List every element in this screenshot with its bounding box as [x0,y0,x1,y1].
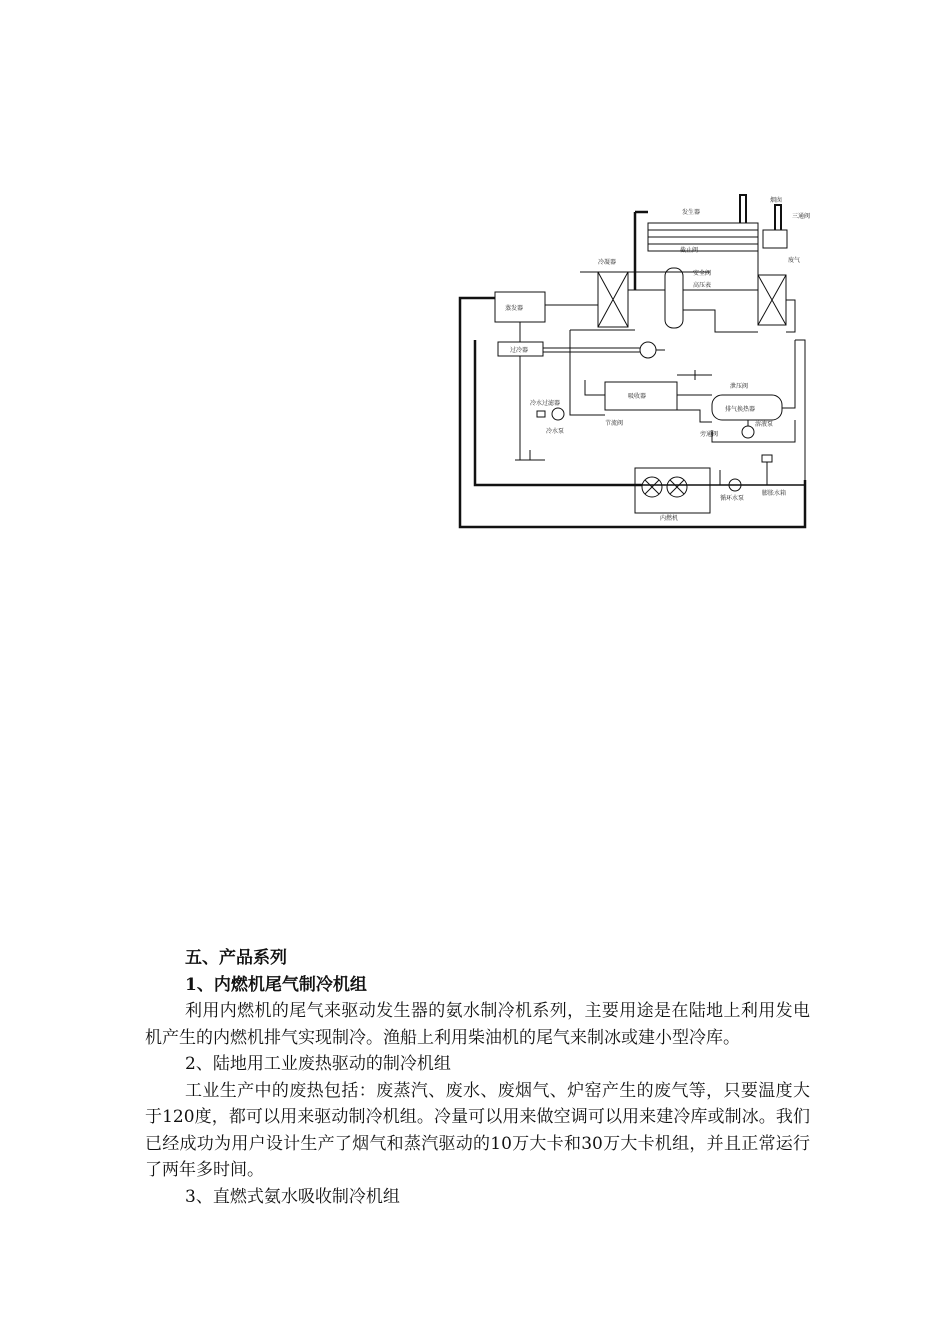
label-relief-valve: 泄压阀 [730,383,749,390]
diagram-svg [450,190,820,535]
label-waste-water-pump: 循环水泵 [720,495,745,502]
product-series-section [145,945,810,1210]
label-condenser: 冷凝器 [598,259,617,266]
label-generator: 发生器 [682,209,701,216]
label-chimney: 烟囱 [770,197,783,204]
label-solution-pump: 溶液泵 [755,421,774,428]
subsection-1-body: 利用内燃机的尾气来驱动发生器的氨水制冷机系列，主要用途是在陆地上利用发电机产生的内燃机排气实现制冷。渔船上利用柴油机的尾气来制冰或建小型冷库。 [145,1001,810,1048]
label-pressure-gauge: 高压表 [693,282,712,289]
section-heading: 五、产品系列 [185,948,287,968]
label-stop-valve: 截止阀 [680,247,699,254]
label-three-way-valve: 三通阀 [792,213,811,220]
subsection-1-title: 1、内燃机尾气制冷机组 [185,974,367,995]
label-safety-valve: 安全阀 [693,270,712,277]
label-subcooler: 过冷器 [510,347,529,354]
subsection-3-title: 3、直燃式氨水吸收制冷机组 [185,1186,400,1207]
engine-shape [635,468,710,513]
label-evaporator: 蒸发器 [505,305,524,312]
subsection-2-title: 2、陆地用工业废热驱动的制冷机组 [185,1054,451,1074]
label-bypass-valve: 旁通阀 [700,431,719,438]
label-expansion-tank: 膨胀水箱 [762,490,787,497]
label-exhaust: 废气 [788,257,801,264]
label-absorber: 吸收器 [628,393,647,400]
inner-loop-line [475,340,642,485]
label-engine: 内燃机 [660,515,679,522]
subsection-2-body: 工业生产中的废热包括：废蒸汽、废水、废烟气、炉窑产生的废气等，只要温度大于120度，都可以用来驱动制冷机组。冷量可以用来做空调可以用来建冷库或制冰。我们已经成功为用户设计生产了烟气和蒸汽驱动的10万大卡和30万大卡机组，并且正常运行了两年多时间。 [145,1080,810,1180]
label-water-filter: 冷水过滤器 [530,400,561,407]
label-throttle-valve: 节流阀 [605,420,624,427]
refrigeration-system-diagram [450,190,820,535]
label-cooling-water-pump: 冷水泵 [546,428,565,435]
label-exhaust-exchanger: 排气换热器 [725,406,756,413]
